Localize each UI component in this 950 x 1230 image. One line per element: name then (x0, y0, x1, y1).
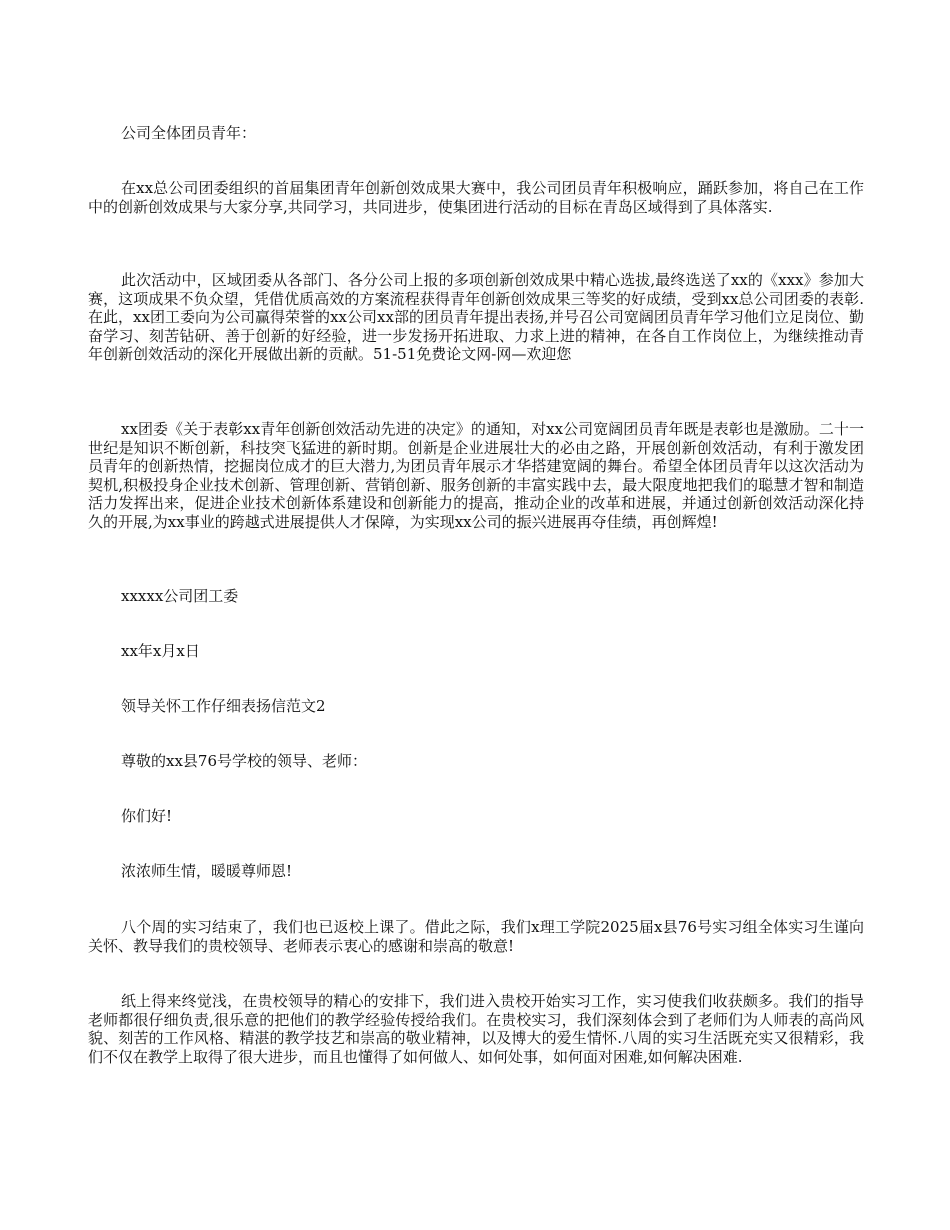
greeting-hello: 你们好! (121, 807, 173, 825)
letter-title: 领导关怀工作仔细表扬信范文2 (121, 697, 326, 715)
paragraph-2: 此次活动中，区域团委从各部门、各分公司上报的多项创新创效成果中精心选拔,最终选送了xx的《xxx》参加大赛，这项成果不负众望，凭借优质高效的方案流程获得青年创新创效成果三等奖的好成绩，受到xx总公司团委的表彰.在此，xx团工委向为公司赢得荣誉的xx公司xx部的团员青年提出表扬,并号召公司宽阔团员青年学习他们立足岗位、勤奋学习、刻苦钻研、善于创新的好经验，进一步发扬开拓进取、力求上进的精神，在各自工作岗位上，为继续推动青年创新创效活动的深化开展做出新的贡献。51-51免费论文网-网—欢迎您 (88, 271, 864, 363)
salutation: 尊敬的xx县76号学校的领导、老师： (121, 752, 368, 770)
paragraph-4: 八个周的实习结束了，我们也已返校上课了。借此之际，我们x理工学院2025届x县76号实习组全体实习生谨向关怀、教导我们的贵校领导、老师表示衷心的感谢和崇高的敬意! (88, 918, 864, 955)
phrase-line: 浓浓师生情，暖暖尊师恩! (121, 862, 293, 880)
paragraph-3: xx团委《关于表彰xx青年创新创效活动先进的决定》的通知，对xx公司宽阔团员青年既是表彰也是激励。二十一世纪是知识不断创新，科技突飞猛进的新时期。创新是企业进展壮大的必由之路，开展创新创效活动，有利于激发团员青年的创新热情，挖掘岗位成才的巨大潜力,为团员青年展示才华搭建宽阔的舞台。希望全体团员青年以这次活动为契机,积极投身企业技术创新、管理创新、营销创新、服务创新的丰富实践中去，最大限度地把我们的聪慧才智和制造活力发挥出来，促进企业技术创新体系建设和创新能力的提高，推动企业的改革和进展，并通过创新创效活动深化持久的开展,为xx事业的跨越式进展提供人才保障，为实现xx公司的振兴进展再夺佳绩，再创辉煌! (88, 420, 864, 531)
greeting: 公司全体团员青年： (121, 124, 257, 142)
paragraph-1: 在xx总公司团委组织的首届集团青年创新创效成果大赛中，我公司团员青年积极响应，踊跃参加，将自己在工作中的创新创效成果与大家分享,共同学习，共同进步，使集团进行活动的目标在青岛区域得到了具体落实. (88, 179, 864, 216)
paragraph-5: 纸上得来终觉浅，在贵校领导的精心的安排下，我们进入贵校开始实习工作，实习使我们收获颇多。我们的指导老师都很仔细负责,很乐意的把他们的教学经验传授给我们。在贵校实习，我们深刻体会到了老师们为人师表的高尚风貌、刻苦的工作风格、精湛的教学技艺和崇高的敬业精神，以及博大的爱生情怀.八周的实习生活既充实又很精彩，我们不仅在教学上取得了很大进步，而且也懂得了如何做人、如何处事，如何面对困难,如何解决困难. (88, 992, 864, 1066)
signature: xxxxx公司团工委 (121, 587, 239, 605)
date: xx年x月x日 (121, 642, 200, 660)
